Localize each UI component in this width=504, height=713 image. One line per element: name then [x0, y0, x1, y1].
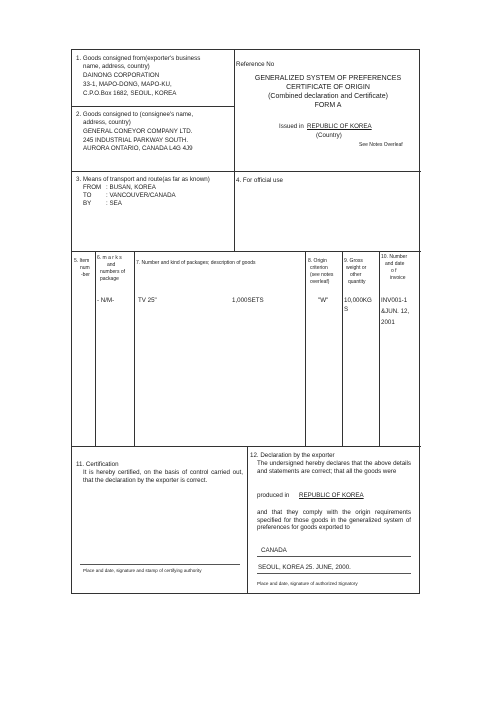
- form-title-2: CERTIFICATE OF ORIGIN: [286, 84, 370, 91]
- col8-header-4: overleaf): [310, 279, 330, 285]
- produced-country: REPUBLIC OF KOREA: [299, 492, 364, 499]
- col-line-1: [95, 251, 96, 446]
- row-quantity: 1,000SETS: [232, 297, 264, 304]
- col8-header-3: (see notes: [310, 272, 334, 278]
- box11-title: 11. Certification: [76, 461, 119, 468]
- col5-header-1: 5. Item: [74, 258, 90, 264]
- country-caption: (Country): [316, 132, 342, 139]
- produced-prefix: produced in: [257, 492, 290, 499]
- destination-line: [257, 556, 411, 557]
- from-label: FROM: [83, 184, 102, 191]
- box12-caption: Place and date, signature of authorized Signatory: [257, 581, 358, 586]
- col9-header-4: quantity: [348, 279, 366, 285]
- box2-title-cont: address, country): [83, 119, 131, 126]
- exporter-address-2: C.P.O.Box 1682, SEOUL, KOREA: [83, 90, 177, 97]
- exporter-name: DAINONG CORPORATION: [83, 72, 160, 79]
- col7-header: 7. Number and kind of packages; description of goods: [136, 260, 256, 266]
- consignee-address-2: AURORA ONTARIO, CANADA L4G 4J9: [83, 145, 193, 152]
- box12-text-1: The undersigned hereby declares that the above details and statements are correct; that all the goods were: [257, 460, 411, 475]
- exporter-address-1: 33-1, MAPO-DONG, MAPO-KU,: [83, 81, 172, 88]
- col9-header-3: other: [350, 272, 362, 278]
- certificate-form: [71, 49, 420, 594]
- issued-prefix: Issued in: [279, 123, 304, 130]
- form-title-4: FORM A: [314, 102, 342, 109]
- issued-country: REPUBLIC OF KOREA: [307, 123, 372, 130]
- divider-box3-table: [72, 251, 421, 252]
- by-value: : SEA: [106, 200, 122, 207]
- from-value: : BUSAN, KOREA: [106, 184, 156, 191]
- notes-overleaf: See Notes Overleaf: [359, 142, 403, 148]
- box3-title: 3. Means of transport and route(as far as known): [76, 176, 210, 183]
- col5-header-3: -ber: [81, 272, 90, 278]
- col8-header-1: 8. Origin: [308, 258, 327, 264]
- col-line-2: [134, 251, 135, 446]
- to-label: TO: [83, 192, 92, 199]
- box12-text-2: and that they comply with the origin requirements specified for those goods in the generalized system of preferences for goods exported to: [257, 509, 411, 532]
- col8-header-2: criterion: [310, 265, 328, 271]
- row-invoice-date-1: &JUN. 12,: [381, 308, 410, 315]
- row-weight: 10,000KG: [344, 297, 372, 304]
- col5-header-2: num: [80, 265, 90, 271]
- divider-box2-box3: [72, 171, 421, 172]
- box1-title-cont: name, address, country): [83, 63, 150, 70]
- consignee-address-1: 245 INDUSTRIAL PARKWAY SOUTH.: [83, 137, 189, 144]
- col9-header-1: 9. Gross: [344, 258, 363, 264]
- row-marks: - N/M-: [97, 297, 115, 304]
- col10-header-3: o f: [391, 268, 397, 274]
- col10-header-4: invoice: [390, 275, 406, 281]
- divider-box11-box12: [247, 446, 248, 594]
- col-line-5: [379, 251, 380, 446]
- col10-header-1: 10. Number: [381, 254, 408, 260]
- col6-header-4: package: [100, 276, 119, 282]
- destination-country: CANADA: [261, 547, 287, 554]
- row-description: TV 25": [138, 297, 157, 304]
- col-line-3: [305, 251, 306, 446]
- to-value: : VANCOUVER/CANADA: [106, 192, 176, 199]
- col6-header-1: 6. m a r k s: [97, 255, 122, 261]
- form-title-3: (Combined declaration and Certificate): [268, 93, 388, 100]
- exporter-signature-line: [257, 573, 411, 574]
- by-label: BY: [83, 200, 92, 207]
- box1-title: 1. Goods consigned from(exporter's business: [76, 55, 201, 62]
- box11-caption: Place and date, signature and stamp of certifying authority: [83, 568, 202, 573]
- col9-header-2: weight or: [346, 265, 367, 271]
- exporter-place-date: SEOUL, KOREA 25. JUNE, 2000.: [258, 564, 351, 571]
- box11-text: It is hereby certified, on the basis of control carried out, that the declaration by the exporter is correct.: [83, 469, 243, 484]
- col10-header-2: and date: [385, 261, 405, 267]
- divider-box1-box2: [72, 106, 234, 107]
- row-invoice-date-2: 2001: [381, 319, 395, 326]
- box12-title: 12. Declaration by the exporter: [250, 452, 335, 459]
- box4-title: 4. For official use: [236, 177, 284, 184]
- row-invoice: INV001-1: [381, 297, 408, 304]
- box2-title: 2. Goods consigned to (consignee's name,: [76, 111, 194, 118]
- row-weight-unit: S: [344, 306, 349, 313]
- row-criterion: "W": [318, 297, 329, 304]
- col-line-4: [342, 251, 343, 446]
- form-title-1: GENERALIZED SYSTEM OF PREFERENCES: [254, 75, 402, 82]
- col6-header-2: and: [107, 262, 116, 268]
- col6-header-3: numbers of: [100, 269, 126, 275]
- consignee-name: GENERAL CONEYOR COMPANY LTD.: [83, 128, 193, 135]
- certifier-signature-line: [80, 564, 240, 565]
- reference-label: Reference No: [236, 61, 275, 68]
